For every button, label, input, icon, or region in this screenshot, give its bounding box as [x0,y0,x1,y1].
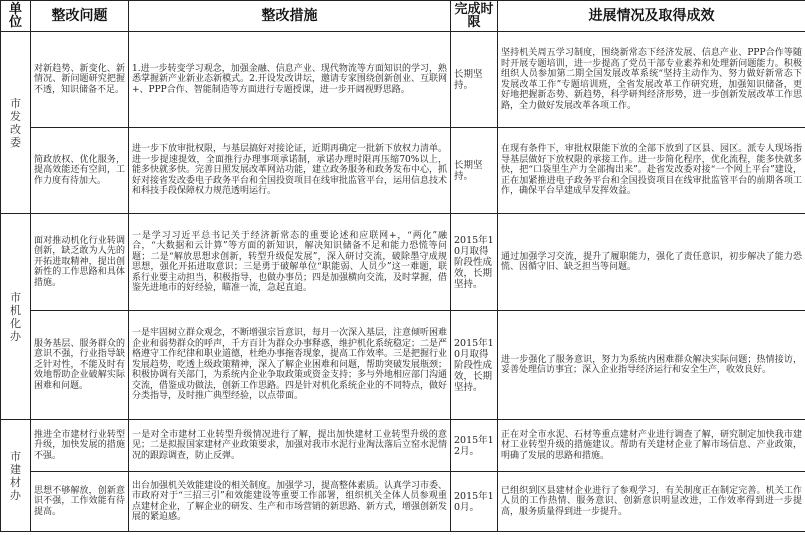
unit-label: 市机化办 [10,290,21,343]
deadline-cell: 2015年12月。 [451,420,498,472]
measure-cell: 1.进一步转变学习观念，加强金融、信息产业、现代物流等方面知识的学习，熟悉掌握新产业新业态新模式。2.开设发改讲坛，邀请专家围绕创新创业、互联网+、PPP合作、智能制造等方面进行专题授课，进一步开阔视野思路。 [129,32,451,128]
unit-cell-jiancaiban [1,420,31,532]
progress-cell: 正在对全市水泥、石材等重点建材产业进行调查了解，研究制定加快我市建材工业转型升级的措施建议。帮助有关建材企业了解市场信息、产业政策，明确了发展的思路和措施。 [498,420,805,472]
unit-label: 市发改委 [10,96,21,149]
table-row [1,472,805,532]
progress-cell: 已组织到区县建材企业进行了参观学习，有关制度正在制定完善。机关工作人员的工作热情、服务意识、创新意识明显改进，工作效率得到进一步提高，服务质量得到进一步提升。 [498,472,805,532]
deadline-cell: 长期坚持。 [451,128,498,214]
unit-cell-fagaiwei [1,32,31,214]
problem-cell: 思想不够解放，创新意识不强，工作效能有待提高。 [31,472,129,532]
table-row [1,214,805,311]
problem-cell: 简政放权、优化服务，提高效能还有空间，工作力度有待加大。 [31,128,129,214]
progress-cell: 坚持机关周五学习制度，围绕新常态下经济发展、信息产业、PPP合作等随时开展专题培训，进一步提高了党员干部专业素养和处理新问题能力。积极组织人员参加第二期全国发展改革系统“坚持主动作为、努力做好新常态下发展改革工作”专题培训班，全省发展改革工作研究班，加强知识储备，更好地把握新态势、新趋势，科学研判经济形势，进一步创新发展改革工作思路，全力做好发展改革各项工作。 [498,32,805,128]
progress-cell: 通过加强学习交流，提升了履职能力，强化了责任意识，初步解决了能力恐慌、因循守旧、缺乏担当等问题。 [498,214,805,311]
deadline-cell: 长期坚持。 [451,32,498,128]
header-deadline: 完成时限 [451,1,498,32]
measure-cell: 出台加强机关效能建设的相关制度。加强学习，提高整体素质。认真学习市委、市政府对于“三招三引”和效能建设等重要工作部署，组织机关全体人员参观重点建材企业，了解企业的研发、生产和市场营销的新思路、新方式，增强创新发展的紧迫感。 [129,472,451,532]
table-row [1,128,805,214]
problem-cell: 对新趋势、新变化、新情况、新问题研究把握不透，知识储备不足。 [31,32,129,128]
header-measure: 整改措施 [129,1,451,32]
table-row [1,311,805,420]
deadline-cell: 2015年10月。 [451,472,498,532]
measure-cell: 一是牢固树立群众观念，不断增强宗旨意识，每月一次深入基层，注意倾听困难企业和弱势群众的呼声，千方百计为群众办事释惑，维护机化系统稳定；二是严格遵守工作纪律和职业道德，杜绝办事拖沓现象，提高工作效率。三是把握行业发展趋势，吃透上级政策精神，深入了解企业困难和问题，帮助突破发展瓶颈；积极协调有关部门，为系统内企业争取政策或资金支持；多与外地相应部门沟通交流，借鉴成功做法，创新工作思路。四是针对机化系统企业的不同特点，做好分类指导，及时推广典型经验，以点带面。 [129,311,451,420]
table-row [1,420,805,472]
header-progress: 进展情况及取得成效 [498,1,805,32]
progress-cell: 进一步强化了服务意识，努力为系统内困难群众解决实际问题；热情接访，妥善处理信访事宜；深入企业指导经济运行和安全生产，收效良好。 [498,311,805,420]
unit-label: 市建材办 [10,449,21,502]
measure-cell: 一是对全市建材工业转型升级情况进行了解，提出加快建材工业转型升级的意见；二是拟报国家建材产业政策要求，加强对我市水泥行业淘汰落后立窑水泥情况的跟踪调查，防止反弹。 [129,420,451,472]
deadline-cell: 2015年10月取得阶段性成效，长期坚持。 [451,214,498,311]
unit-cell-jihuaban [1,214,31,420]
table-row [1,32,805,128]
measure-cell: 进一步下放审批权限，与基层搞好对接论证，近期再确定一批新下放权力清单。进一步提速提效，全面推行办理事项承诺制，承诺办理时限再压缩70%以上，能多快就多快。完善日照发展改革网站功能，建立政务服务和政务发布中心，抓好对接省发改委电子政务平台和全国投资项目在线审批监管平台，运用信息技术和科技手段保障权力规范透明运行。 [129,128,451,214]
header-problem: 整改问题 [31,1,129,32]
progress-cell: 在现有条件下，审批权限能下放的全部下放到了区县、园区。派专人现场指导基层做好下放权限的承接工作。进一步简化程序，优化流程，能多快就多快，把“口袋里生产力全部掏出来”。赴省发改委对接“一个网上平台”建设，正在加紧推进电子政务平台和全国投资项目在线审批监管平台的前期各项工作，确保平台早建成早发挥效益。 [498,128,805,214]
measure-cell: 一是学习习近平总书记关于经济新常态的重要论述和应联网+，“两化”融合，“大数据和云计算”等方面的新知识，解决知识储备不足和能力恐慌等问题；二是“解放思想求创新，转型升级促发展”，深入研讨交流，破除墨守成规思想，强化开拓进取意识；三是勇于破解单位“职能弱、人员少”这一难题，联系行业要主动担当，积极指导，也做办事员；四是加强横向交流，及时掌握，借鉴先进地市的好经验，瞄准一流，急起直追。 [129,214,451,311]
problem-cell: 面对推动机化行业转调创新，缺乏敢为人先的开拓进取精神，提出创新性的工作思路和具体措施。 [31,214,129,311]
header-unit: 单位 [1,1,31,32]
deadline-cell: 2015年10月取得阶段性成效，长期坚持。 [451,311,498,420]
problem-cell: 推进全市建材行业转型升级，加快发展的措施不强。 [31,420,129,472]
problem-cell: 服务基层、服务群众的意识不强，行业指导缺乏针对性，不能及时有效地帮助企业破解实际困难和问题。 [31,311,129,420]
header-row [1,1,805,32]
